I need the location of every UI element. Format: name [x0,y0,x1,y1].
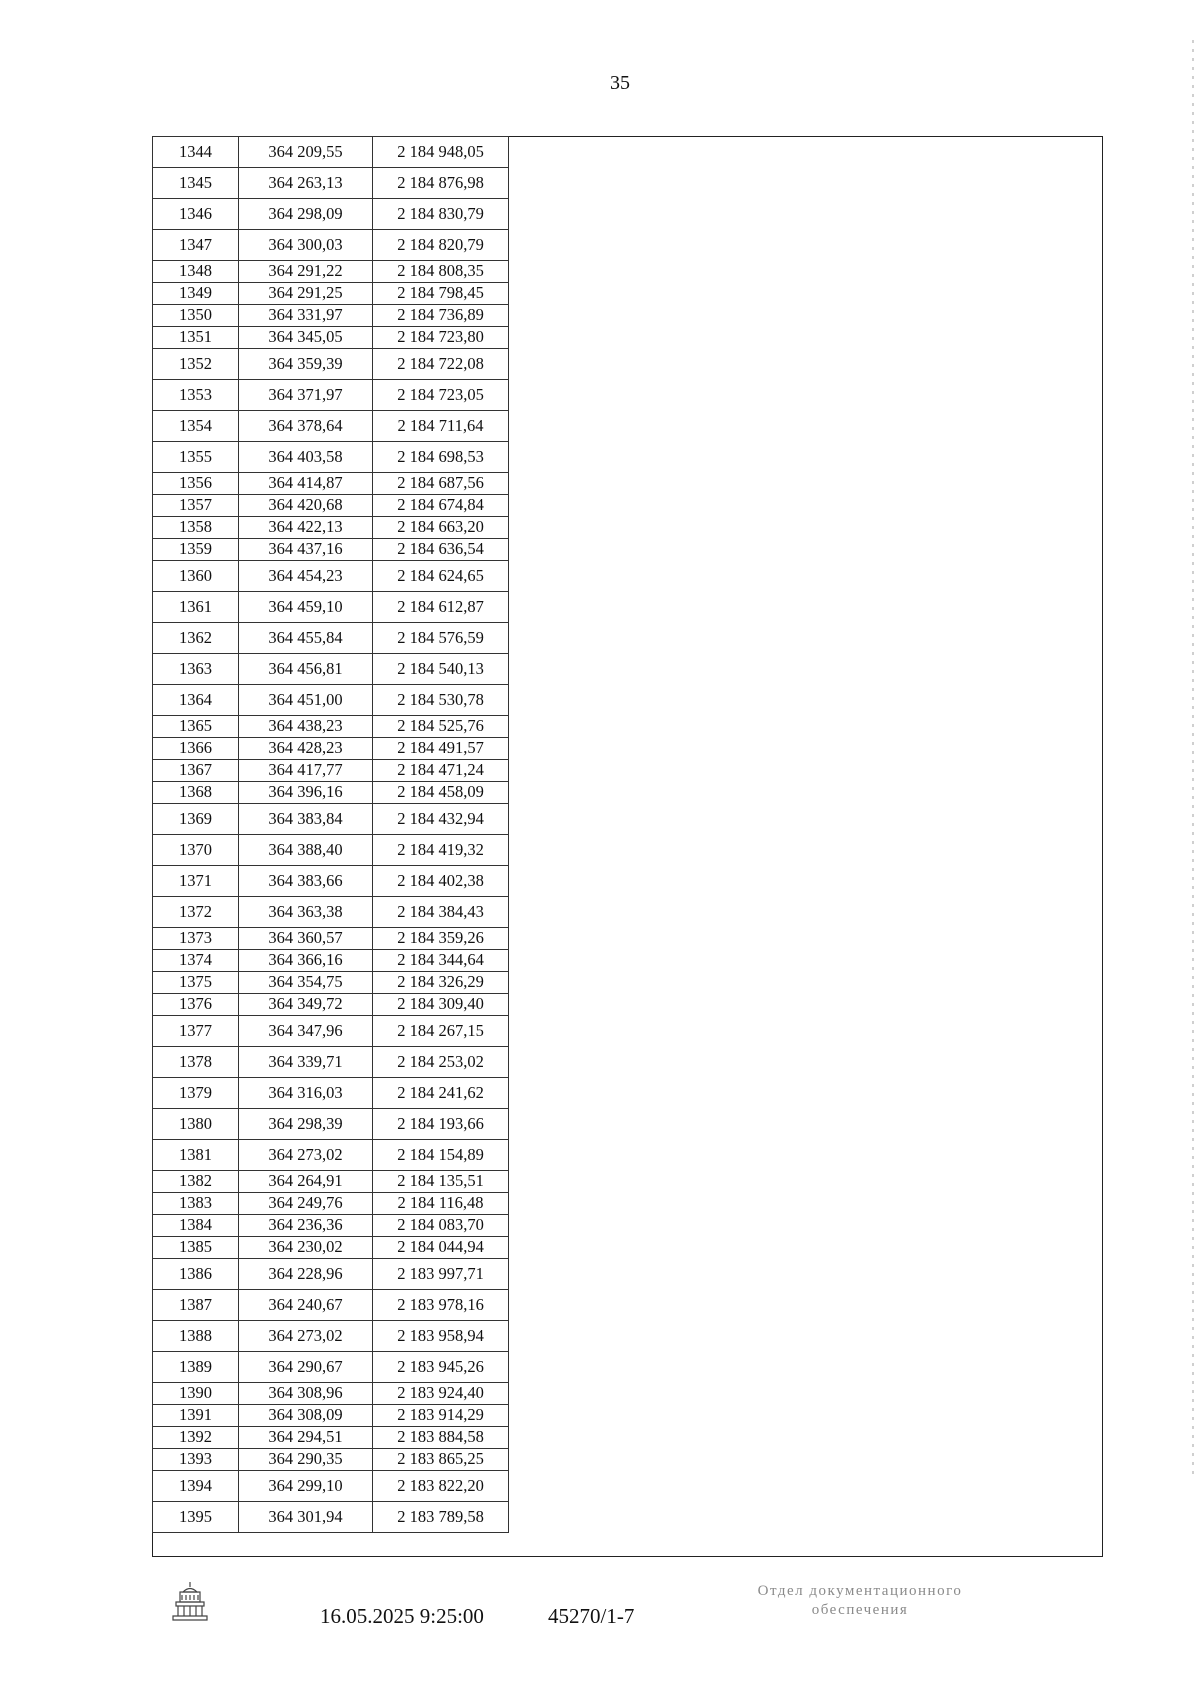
footer-datetime: 16.05.2025 9:25:00 [320,1604,484,1628]
table-row [153,623,509,654]
y-coordinate-cell: 2 184 576,59 [373,623,509,654]
y-coordinate-cell: 2 184 309,40 [373,994,509,1016]
table-row [153,1215,509,1237]
table-row [153,137,509,168]
point-number-cell: 1376 [153,994,239,1016]
point-number-cell: 1384 [153,1215,239,1237]
point-number-cell: 1371 [153,866,239,897]
x-coordinate-cell: 364 459,10 [239,592,373,623]
point-number-cell: 1392 [153,1427,239,1449]
x-coordinate-cell: 364 456,81 [239,654,373,685]
x-coordinate-cell: 364 291,25 [239,283,373,305]
y-coordinate-cell: 2 184 698,53 [373,442,509,473]
table-row [153,349,509,380]
x-coordinate-cell: 364 438,23 [239,716,373,738]
point-number-cell: 1352 [153,349,239,380]
y-coordinate-cell: 2 184 471,24 [373,760,509,782]
table-row [153,760,509,782]
building-logo-icon [170,1580,210,1624]
point-number-cell: 1391 [153,1405,239,1427]
y-coordinate-cell: 2 184 736,89 [373,305,509,327]
table-row [153,327,509,349]
point-number-cell: 1379 [153,1078,239,1109]
point-number-cell: 1347 [153,230,239,261]
point-number-cell: 1356 [153,473,239,495]
point-number-cell: 1357 [153,495,239,517]
y-coordinate-cell: 2 184 193,66 [373,1109,509,1140]
table-row [153,1016,509,1047]
y-coordinate-cell: 2 183 884,58 [373,1427,509,1449]
y-coordinate-cell: 2 184 267,15 [373,1016,509,1047]
table-row [153,1259,509,1290]
point-number-cell: 1366 [153,738,239,760]
y-coordinate-cell: 2 184 624,65 [373,561,509,592]
table-row [153,1405,509,1427]
point-number-cell: 1346 [153,199,239,230]
x-coordinate-cell: 364 451,00 [239,685,373,716]
point-number-cell: 1369 [153,804,239,835]
x-coordinate-cell: 364 455,84 [239,623,373,654]
x-coordinate-cell: 364 301,94 [239,1502,373,1533]
table-row [153,539,509,561]
y-coordinate-cell: 2 184 344,64 [373,950,509,972]
x-coordinate-cell: 364 396,16 [239,782,373,804]
x-coordinate-cell: 364 240,67 [239,1290,373,1321]
point-number-cell: 1359 [153,539,239,561]
y-coordinate-cell: 2 184 432,94 [373,804,509,835]
footer-stamp [690,1582,1030,1620]
point-number-cell: 1349 [153,283,239,305]
table-row [153,1427,509,1449]
table-row [153,897,509,928]
point-number-cell: 1394 [153,1471,239,1502]
point-number-cell: 1358 [153,517,239,539]
x-coordinate-cell: 364 298,09 [239,199,373,230]
y-coordinate-cell: 2 184 687,56 [373,473,509,495]
table-row [153,716,509,738]
y-coordinate-cell: 2 184 722,08 [373,349,509,380]
table-row [153,261,509,283]
table-row [153,1171,509,1193]
table-row [153,517,509,539]
x-coordinate-cell: 364 454,23 [239,561,373,592]
table-row [153,411,509,442]
y-coordinate-cell: 2 184 948,05 [373,137,509,168]
x-coordinate-cell: 364 290,67 [239,1352,373,1383]
point-number-cell: 1365 [153,716,239,738]
x-coordinate-cell: 364 383,66 [239,866,373,897]
y-coordinate-cell: 2 184 798,45 [373,283,509,305]
y-coordinate-cell: 2 183 865,25 [373,1449,509,1471]
table-row [153,1047,509,1078]
table-row [153,738,509,760]
point-number-cell: 1350 [153,305,239,327]
x-coordinate-cell: 364 273,02 [239,1321,373,1352]
x-coordinate-cell: 364 294,51 [239,1427,373,1449]
stamp-line-1: Отдел документационного [757,1583,963,1599]
table-row [153,561,509,592]
x-coordinate-cell: 364 331,97 [239,305,373,327]
point-number-cell: 1395 [153,1502,239,1533]
table-row [153,1383,509,1405]
y-coordinate-cell: 2 184 135,51 [373,1171,509,1193]
y-coordinate-cell: 2 184 359,26 [373,928,509,950]
point-number-cell: 1388 [153,1321,239,1352]
y-coordinate-cell: 2 184 326,29 [373,972,509,994]
x-coordinate-cell: 364 403,58 [239,442,373,473]
x-coordinate-cell: 364 273,02 [239,1140,373,1171]
x-coordinate-cell: 364 420,68 [239,495,373,517]
x-coordinate-cell: 364 428,23 [239,738,373,760]
x-coordinate-cell: 364 345,05 [239,327,373,349]
point-number-cell: 1355 [153,442,239,473]
table-row [153,380,509,411]
y-coordinate-cell: 2 183 997,71 [373,1259,509,1290]
x-coordinate-cell: 364 363,38 [239,897,373,928]
x-coordinate-cell: 364 264,91 [239,1171,373,1193]
point-number-cell: 1360 [153,561,239,592]
table-row [153,835,509,866]
x-coordinate-cell: 364 366,16 [239,950,373,972]
table-row [153,283,509,305]
x-coordinate-cell: 364 290,35 [239,1449,373,1471]
point-number-cell: 1361 [153,592,239,623]
x-coordinate-cell: 364 249,76 [239,1193,373,1215]
table-row [153,473,509,495]
point-number-cell: 1382 [153,1171,239,1193]
point-number-cell: 1390 [153,1383,239,1405]
table-row [153,495,509,517]
point-number-cell: 1353 [153,380,239,411]
x-coordinate-cell: 364 437,16 [239,539,373,561]
y-coordinate-cell: 2 184 083,70 [373,1215,509,1237]
table-row [153,1502,509,1533]
table-row [153,592,509,623]
x-coordinate-cell: 364 291,22 [239,261,373,283]
y-coordinate-cell: 2 183 945,26 [373,1352,509,1383]
y-coordinate-cell: 2 184 241,62 [373,1078,509,1109]
point-number-cell: 1375 [153,972,239,994]
point-number-cell: 1363 [153,654,239,685]
x-coordinate-cell: 364 308,96 [239,1383,373,1405]
table-row [153,1237,509,1259]
x-coordinate-cell: 364 236,36 [239,1215,373,1237]
coordinates-table [152,136,509,1533]
table-row [153,804,509,835]
footer-doc-number: 45270/1-7 [548,1604,635,1628]
coordinates-table-body [153,137,509,1533]
y-coordinate-cell: 2 184 384,43 [373,897,509,928]
x-coordinate-cell: 364 300,03 [239,230,373,261]
x-coordinate-cell: 364 339,71 [239,1047,373,1078]
point-number-cell: 1364 [153,685,239,716]
y-coordinate-cell: 2 184 458,09 [373,782,509,804]
table-row [153,1109,509,1140]
x-coordinate-cell: 364 230,02 [239,1237,373,1259]
table-row [153,1321,509,1352]
table-row [153,1471,509,1502]
x-coordinate-cell: 364 299,10 [239,1471,373,1502]
table-row [153,1449,509,1471]
point-number-cell: 1389 [153,1352,239,1383]
x-coordinate-cell: 364 316,03 [239,1078,373,1109]
y-coordinate-cell: 2 183 914,29 [373,1405,509,1427]
point-number-cell: 1370 [153,835,239,866]
point-number-cell: 1351 [153,327,239,349]
point-number-cell: 1348 [153,261,239,283]
stamp-line-2: обеспечения [811,1601,909,1618]
point-number-cell: 1380 [153,1109,239,1140]
y-coordinate-cell: 2 184 674,84 [373,495,509,517]
x-coordinate-cell: 364 422,13 [239,517,373,539]
table-row [153,654,509,685]
table-row [153,305,509,327]
x-coordinate-cell: 364 371,97 [239,380,373,411]
x-coordinate-cell: 364 308,09 [239,1405,373,1427]
point-number-cell: 1387 [153,1290,239,1321]
point-number-cell: 1344 [153,137,239,168]
point-number-cell: 1367 [153,760,239,782]
page-number: 35 [610,72,630,94]
point-number-cell: 1378 [153,1047,239,1078]
y-coordinate-cell: 2 184 723,05 [373,380,509,411]
y-coordinate-cell: 2 184 154,89 [373,1140,509,1171]
y-coordinate-cell: 2 184 808,35 [373,261,509,283]
table-row [153,685,509,716]
point-number-cell: 1377 [153,1016,239,1047]
point-number-cell: 1374 [153,950,239,972]
table-row [153,1140,509,1171]
table-row [153,168,509,199]
scan-edge-marks [1192,40,1194,1480]
x-coordinate-cell: 364 349,72 [239,994,373,1016]
table-row [153,230,509,261]
table-row [153,442,509,473]
x-coordinate-cell: 364 263,13 [239,168,373,199]
x-coordinate-cell: 364 414,87 [239,473,373,495]
y-coordinate-cell: 2 184 530,78 [373,685,509,716]
y-coordinate-cell: 2 183 958,94 [373,1321,509,1352]
y-coordinate-cell: 2 183 924,40 [373,1383,509,1405]
point-number-cell: 1362 [153,623,239,654]
y-coordinate-cell: 2 184 419,32 [373,835,509,866]
table-row [153,866,509,897]
table-row [153,782,509,804]
table-row [153,1078,509,1109]
x-coordinate-cell: 364 417,77 [239,760,373,782]
table-row [153,972,509,994]
y-coordinate-cell: 2 183 822,20 [373,1471,509,1502]
point-number-cell: 1372 [153,897,239,928]
y-coordinate-cell: 2 184 044,94 [373,1237,509,1259]
x-coordinate-cell: 364 298,39 [239,1109,373,1140]
table-row [153,950,509,972]
y-coordinate-cell: 2 184 876,98 [373,168,509,199]
point-number-cell: 1381 [153,1140,239,1171]
x-coordinate-cell: 364 228,96 [239,1259,373,1290]
y-coordinate-cell: 2 183 789,58 [373,1502,509,1533]
y-coordinate-cell: 2 184 402,38 [373,866,509,897]
y-coordinate-cell: 2 184 636,54 [373,539,509,561]
y-coordinate-cell: 2 184 820,79 [373,230,509,261]
x-coordinate-cell: 364 354,75 [239,972,373,994]
y-coordinate-cell: 2 184 253,02 [373,1047,509,1078]
point-number-cell: 1386 [153,1259,239,1290]
table-row [153,1352,509,1383]
x-coordinate-cell: 364 209,55 [239,137,373,168]
x-coordinate-cell: 364 378,64 [239,411,373,442]
table-row [153,1193,509,1215]
point-number-cell: 1354 [153,411,239,442]
y-coordinate-cell: 2 184 116,48 [373,1193,509,1215]
point-number-cell: 1373 [153,928,239,950]
table-row [153,994,509,1016]
y-coordinate-cell: 2 184 540,13 [373,654,509,685]
y-coordinate-cell: 2 184 711,64 [373,411,509,442]
y-coordinate-cell: 2 184 491,57 [373,738,509,760]
table-row [153,199,509,230]
point-number-cell: 1393 [153,1449,239,1471]
table-row [153,1290,509,1321]
x-coordinate-cell: 364 359,39 [239,349,373,380]
x-coordinate-cell: 364 347,96 [239,1016,373,1047]
y-coordinate-cell: 2 184 612,87 [373,592,509,623]
y-coordinate-cell: 2 184 723,80 [373,327,509,349]
y-coordinate-cell: 2 184 663,20 [373,517,509,539]
table-row [153,928,509,950]
point-number-cell: 1385 [153,1237,239,1259]
point-number-cell: 1383 [153,1193,239,1215]
point-number-cell: 1368 [153,782,239,804]
y-coordinate-cell: 2 183 978,16 [373,1290,509,1321]
y-coordinate-cell: 2 184 830,79 [373,199,509,230]
x-coordinate-cell: 364 383,84 [239,804,373,835]
x-coordinate-cell: 364 388,40 [239,835,373,866]
point-number-cell: 1345 [153,168,239,199]
y-coordinate-cell: 2 184 525,76 [373,716,509,738]
x-coordinate-cell: 364 360,57 [239,928,373,950]
